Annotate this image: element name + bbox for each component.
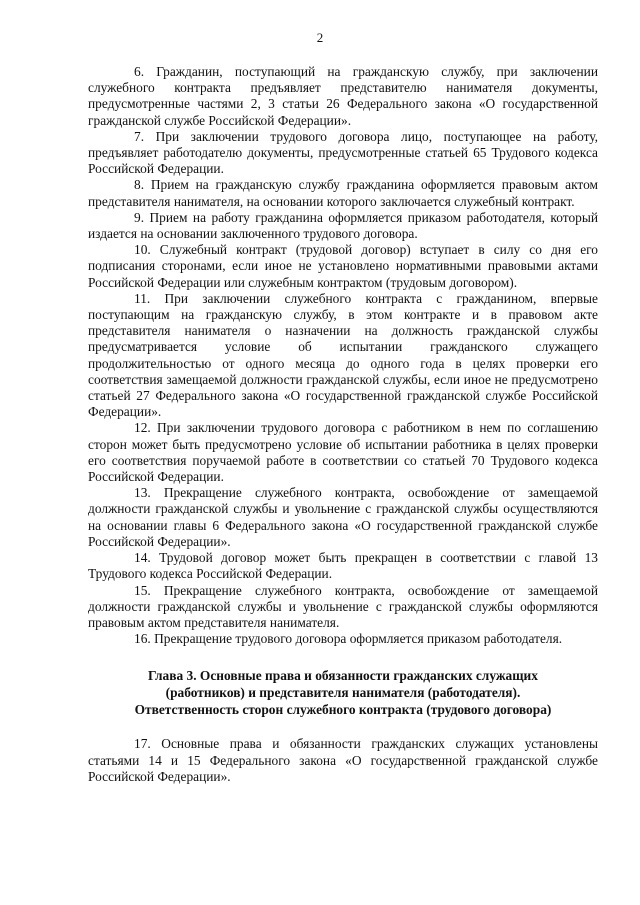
paragraph-17: 17. Основные права и обязанности гражданских служащих установлены статьями 14 и 15 Федерального закона «О государственной гражданской службе Российской Федерации». [88,736,598,784]
chapter-heading-line-3: Ответственность сторон служебного контракта (трудового договора) [134,702,552,718]
paragraph-11: 11. При заключении служебного контракта с гражданином, впервые поступающим на гражданскую службу, в этом контракте и в правовом акте представителя нанимателя о назначении на должность гражданской службы предусматривается условие об испытании гражданского служащего продолжительностью от одного месяца до одного года в целях проверки его соответствия замещаемой должности гражданской службы, если иное не предусмотрено статьей 27 Федерального закона «О государственной гражданской службе Российской Федерации». [88,290,598,420]
chapter-heading [88,667,598,718]
paragraph-14: 14. Трудовой договор может быть прекращен в соответствии с главой 13 Трудового кодекса Российской Федерации. [88,550,598,582]
chapter-heading-line-2: (работников) и представителя нанимателя (работодателя). [165,685,521,701]
paragraph-8: 8. Прием на гражданскую службу гражданина оформляется правовым актом представителя нанимателя, на основании которого заключается служебный контракт. [88,177,598,209]
paragraph-15: 15. Прекращение служебного контракта, освобождение от замещаемой должности гражданской службы и увольнение с гражданской службы оформляются правовым актом представителя нанимателя. [88,582,598,630]
paragraph-12: 12. При заключении трудового договора с работником в нем по соглашению сторон может быть предусмотрено условие об испытании работника в целях проверки его соответствия поручаемой работе в соответствии со статьей 70 Трудового кодекса Российской Федерации. [88,420,598,485]
paragraph-16: 16. Прекращение трудового договора оформляется приказом работодателя. [134,631,563,647]
paragraph-10: 10. Служебный контракт (трудовой договор) вступает в силу со дня его подписания сторонами, если иное не установлено нормативными правовыми актами Российской Федерации или служебным контрактом (трудовым договором). [88,242,598,290]
paragraph-13: 13. Прекращение служебного контракта, освобождение от замещаемой должности гражданской службы и увольнение с гражданской службы осуществляются на основании главы 6 Федерального закона «О государственной гражданской службе Российской Федерации». [88,485,598,549]
chapter-heading-line-1: Глава 3. Основные права и обязанности гражданских служащих [148,668,538,684]
paragraph-7: 7. При заключении трудового договора лицо, поступающее на работу, предъявляет работодателю документы, предусмотренные статьей 65 Трудового кодекса Российской Федерации. [88,128,598,177]
page-number: 2 [316,30,324,45]
document-body [88,64,598,785]
paragraph-6: 6. Гражданин, поступающий на гражданскую службу, при заключении служебного контракта предъявляет представителю нанимателя документы, предусмотренные частями 2, 3 статьи 26 Федерального закона «О государственной гражданской службе Российской Федерации». [88,64,598,128]
paragraph-9: 9. Прием на работу гражданина оформляется приказом работодателя, который издается на основании заключенного трудового договора. [88,209,598,242]
